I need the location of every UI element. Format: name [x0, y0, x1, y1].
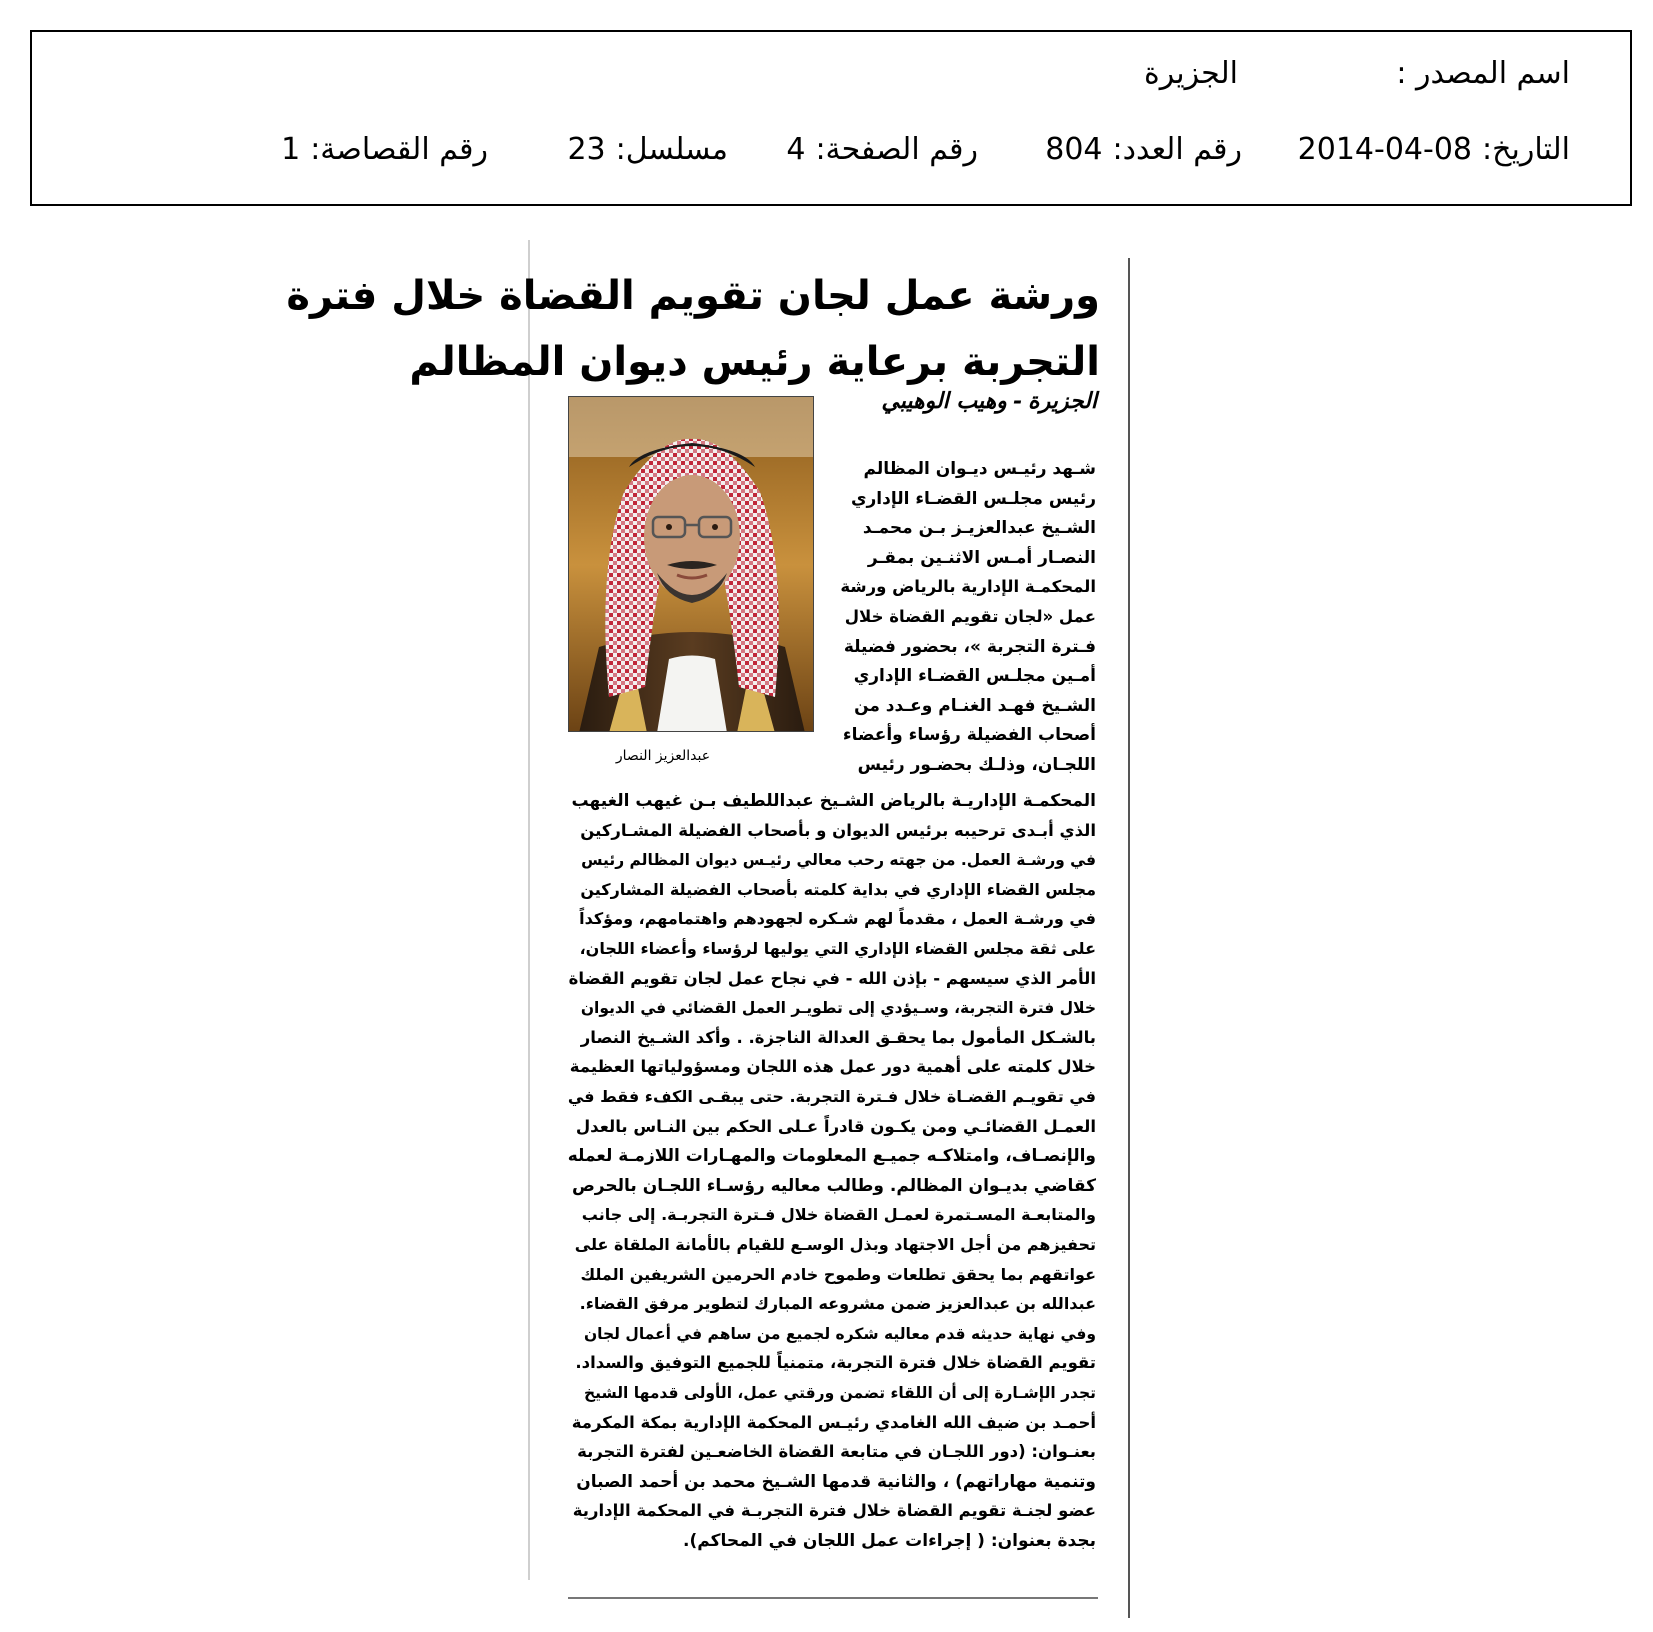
- date-value: 2014-04-08: [1297, 132, 1473, 167]
- page-field: [786, 130, 978, 170]
- article-body-line: في ورشـة العمل. من جهته رحب معالي رئيـس ديوان المظالم رئيس: [581, 851, 1096, 870]
- article-body-line: وفي نهاية حديثه قدم معاليه شكره لجميع من ساهم في أعمال لجان: [583, 1324, 1096, 1343]
- article-body-wide-column: [568, 787, 1096, 1587]
- article-body-line: أحمـد بن ضيف الله الغامدي رئيـس المحكمة الإدارية بمكة المكرمة: [571, 1412, 1096, 1432]
- date-field: [1298, 130, 1570, 170]
- clip-label: رقم القصاصة:: [310, 132, 488, 167]
- article-body-line: المحكمـة الإداريـة بالرياض الشـيخ عبداللطيف بـن غيهب الغيهب: [571, 791, 1096, 811]
- byline-author: وهيب الوهيبي: [881, 388, 1007, 414]
- issue-value: 804: [1045, 132, 1103, 167]
- article-body-line: عبدالله بن عبدالعزيز ضمن مشروعه المبارك لتطوير مرفق القضاء.: [579, 1294, 1096, 1314]
- article-body-line: تقويم القضاة خلال فترة التجربة، متمنياً للجميع التوفيق والسداد.: [575, 1353, 1096, 1373]
- article-body-line: والإنصـاف، وامتلاكـه جميـع المعلومات والمهـارات اللازمـة لعمله: [567, 1146, 1096, 1167]
- source-value: الجزيرة: [1143, 56, 1238, 91]
- portrait-photo: [568, 396, 814, 732]
- issue-field: [1045, 130, 1242, 170]
- article-body-line: بالشـكل المأمول بما يحقـق العدالة الناجزة. . وأكد الشـيخ النصار: [580, 1027, 1096, 1047]
- metadata-row-source: [32, 54, 1630, 94]
- article-body-line: وتنمية مهاراتهم) ، والثانية قدمها الشـيخ محمد بن أحمد الصبان: [576, 1471, 1096, 1492]
- issue-label: رقم العدد:: [1112, 132, 1242, 167]
- article-body-line: النصـار أمـس الاثنـين بمقـر: [867, 547, 1096, 568]
- article-body-line: كقاضي بديـوان المظالم. وطالب معاليه رؤسـاء اللجـان بالحرص: [571, 1175, 1096, 1196]
- metadata-box: [30, 30, 1632, 206]
- article-bottom-rule: [568, 1597, 1098, 1599]
- article-body-line: عواتقهم بما يحقق تطلعات وطموح خادم الحرمين الشريفين الملك: [580, 1264, 1096, 1284]
- photo-caption: عبدالعزيز النصار: [615, 748, 711, 764]
- column-rule: [1128, 258, 1130, 1618]
- article-body-line: والمتابعـة المسـتمرة لعمـل القضاة خلال فـترة التجربـة. إلى جانب: [581, 1205, 1096, 1225]
- article-body-line: في تقويـم القضـاة خلال فـترة التجربة. حتى يبقـى الكفء فقط في: [567, 1087, 1096, 1106]
- clip-value: 1: [281, 132, 301, 167]
- article-body-line: الشـيخ فهـد الغنـام وعـدد من: [854, 695, 1096, 716]
- article-body-line: فـترة التجربة »، بحضور فضيلة: [843, 636, 1096, 657]
- article-body-line: أمـين مجلـس القضـاء الإداري: [853, 666, 1096, 687]
- article-body-line: الأمر الذي سيسهم - بإذن الله - في نجاح عمل لجان تقويم القضاة: [568, 968, 1096, 988]
- article-body-line: الذي أبـدى ترحيبه برئيس الديوان و بأصحاب الفضيلة المشـاركين: [580, 820, 1096, 840]
- article-body-line: تجدر الإشـارة إلى أن اللقاء تضمن ورقتي عمل، الأولى قدمها الشيخ: [583, 1384, 1096, 1402]
- article-body-line: شـهد رئيـس ديـوان المظالم: [863, 459, 1096, 479]
- article-body-line: خلال كلمته على أهمية دور عمل هذه اللجان ومسؤولياتها العظيمة: [569, 1057, 1096, 1077]
- article-body-line: المحكمـة الإدارية بالرياض ورشة: [840, 577, 1096, 597]
- article-body-line: الشـيخ عبدالعزيـز بـن محمـد: [862, 518, 1096, 539]
- article-body-line: رئيس مجلـس القضـاء الإداري: [850, 488, 1096, 509]
- article-body-line: اللجـان، وذلـك بحضـور رئيس: [857, 755, 1096, 775]
- article-body-line: العمـل القضائـي ومن يكـون قادراً عـلى الحكم بين النـاس بالعدل: [575, 1116, 1096, 1136]
- article-body-line: على ثقة مجلس القضاء الإداري التي يوليها لرؤساء وأعضاء اللجان،: [579, 939, 1096, 958]
- serial-field: [567, 130, 728, 170]
- article-body-line: أصحاب الفضيلة رؤساء وأعضاء: [842, 725, 1096, 746]
- serial-label: مسلسل:: [615, 132, 728, 167]
- article-body-line: مجلس القضاء الإداري في بداية كلمته بأصحاب الفضيلة المشاركين: [580, 879, 1096, 899]
- clip-left-edge: [528, 240, 530, 1580]
- date-label: التاريخ:: [1482, 132, 1570, 167]
- byline-dash: -: [1012, 388, 1023, 414]
- headline-line-2: التجربة برعاية رئيس ديوان المظالم: [409, 339, 1100, 385]
- metadata-row-details: [32, 130, 1630, 170]
- article-body-line: خلال فترة التجربة، وسـيؤدي إلى تطويـر العمل القضائي في الديوان: [580, 999, 1096, 1018]
- page-value: 4: [786, 132, 806, 167]
- article-body-line: بعنـوان: (دور اللجـان في متابعة القضاة الخاضعـين لفترة التجربة: [577, 1442, 1096, 1462]
- page-label: رقم الصفحة:: [815, 132, 978, 167]
- byline-paper: الجزيرة: [1028, 388, 1097, 414]
- source-label: اسم المصدر :: [1396, 56, 1570, 91]
- byline: [881, 388, 1097, 414]
- serial-value: 23: [567, 132, 606, 167]
- article-body-line: عضو لجنـة تقويم القضاة خلال فترة التجربـة في المحكمة الإدارية: [572, 1501, 1096, 1521]
- article-body-line: بجدة بعنوان: ( إجراءات عمل اللجان في المحاكم).: [683, 1531, 1096, 1551]
- article-body-line: عمل «لجان تقويم القضاة خلال: [844, 607, 1096, 626]
- headline-line-1: ورشة عمل لجان تقويم القضاة خلال فترة: [286, 273, 1100, 319]
- article-body-narrow-column: [838, 455, 1096, 791]
- article-body-line: تحفيزهم من أجل الاجتهاد وبذل الوسـع للقيام بالأمانة الملقاة على: [574, 1235, 1096, 1254]
- article-body-line: في ورشـة العمل ، مقدماً لهم شـكره لجهودهم واهتمامهم، ومؤكداً: [579, 909, 1096, 929]
- clip-field: [281, 130, 488, 170]
